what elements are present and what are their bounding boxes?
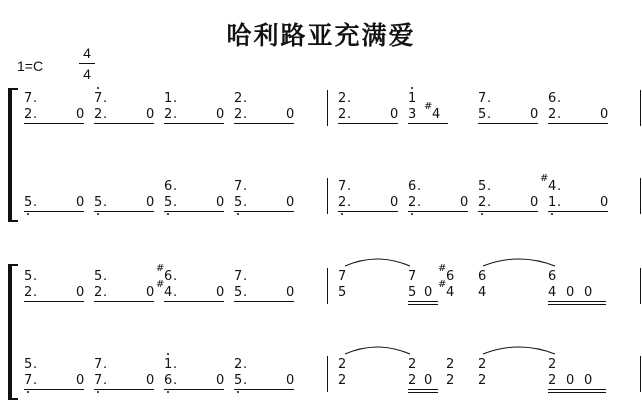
sharp-sign: #	[438, 263, 447, 274]
note: 0	[76, 195, 85, 210]
augmentation-dot: .	[33, 195, 38, 210]
note: 0	[460, 195, 469, 210]
note: 4	[548, 179, 557, 194]
tie-arc	[483, 259, 555, 266]
note: 0	[390, 107, 399, 122]
note: 1	[164, 91, 173, 106]
note: 7	[24, 91, 33, 106]
augmentation-dot: .	[487, 91, 492, 106]
augmentation-dot: .	[103, 107, 108, 122]
augmentation-dot: .	[103, 269, 108, 284]
note: 2	[24, 107, 33, 122]
note: 4	[478, 285, 487, 300]
note: 6	[446, 269, 455, 284]
note: 2	[408, 357, 417, 372]
note: 1	[408, 91, 417, 106]
augmentation-dot: .	[243, 357, 248, 372]
augmentation-dot: .	[33, 269, 38, 284]
note: 7	[408, 269, 417, 284]
note: 2	[478, 373, 487, 388]
time-signature-top: 4	[83, 45, 91, 61]
note: 0	[424, 373, 433, 388]
note: 5	[24, 195, 33, 210]
augmentation-dot: .	[557, 91, 562, 106]
augmentation-dot: .	[103, 91, 108, 106]
augmentation-dot: .	[33, 357, 38, 372]
note: 4	[446, 285, 455, 300]
note: 2	[548, 357, 557, 372]
note: 2	[446, 373, 455, 388]
note: 5	[24, 357, 33, 372]
sharp-sign: #	[424, 101, 433, 112]
note: 0	[286, 107, 295, 122]
note: 0	[566, 285, 575, 300]
augmentation-dot: .	[173, 195, 178, 210]
note: 2	[234, 91, 243, 106]
augmentation-dot: .	[173, 373, 178, 388]
note: 5	[234, 285, 243, 300]
augmentation-dot: .	[347, 107, 352, 122]
augmentation-dot: .	[243, 285, 248, 300]
augmentation-dot: .	[243, 195, 248, 210]
augmentation-dot: .	[557, 179, 562, 194]
note: 4	[432, 107, 441, 122]
sharp-sign: #	[156, 263, 165, 274]
note: 7	[94, 357, 103, 372]
note: 5	[234, 195, 243, 210]
augmentation-dot: .	[557, 195, 562, 210]
note: 0	[584, 373, 593, 388]
note: 7	[94, 91, 103, 106]
augmentation-dot: .	[173, 269, 178, 284]
augmentation-dot: .	[173, 357, 178, 372]
note: 2	[446, 357, 455, 372]
note: 3	[408, 107, 417, 122]
tie-arc	[345, 259, 410, 266]
note: 1	[164, 357, 173, 372]
system-brace	[8, 264, 12, 400]
note: 2	[408, 195, 417, 210]
note: 0	[530, 195, 539, 210]
augmentation-dot: .	[103, 195, 108, 210]
augmentation-dot: .	[243, 179, 248, 194]
augmentation-dot: .	[243, 373, 248, 388]
augmentation-dot: .	[243, 107, 248, 122]
note: 2	[338, 195, 347, 210]
note: 2	[478, 195, 487, 210]
note: 6	[408, 179, 417, 194]
augmentation-dot: .	[173, 91, 178, 106]
note: 0	[216, 107, 225, 122]
note: 0	[584, 285, 593, 300]
note: 5	[24, 269, 33, 284]
augmentation-dot: .	[103, 357, 108, 372]
note: 0	[146, 285, 155, 300]
augmentation-dot: .	[417, 179, 422, 194]
brace-cap	[8, 264, 18, 266]
note: 6	[478, 269, 487, 284]
augmentation-dot: .	[347, 91, 352, 106]
augmentation-dot: .	[103, 373, 108, 388]
note: 2	[548, 107, 557, 122]
note: 2	[338, 91, 347, 106]
note: 5	[478, 107, 487, 122]
note: 7	[234, 269, 243, 284]
note: 0	[216, 285, 225, 300]
note: 5	[94, 195, 103, 210]
augmentation-dot: .	[243, 91, 248, 106]
note: 6	[164, 179, 173, 194]
augmentation-dot: .	[173, 107, 178, 122]
note: 0	[286, 285, 295, 300]
augmentation-dot: .	[487, 195, 492, 210]
note: 2	[338, 357, 347, 372]
note: 0	[76, 285, 85, 300]
note: 2	[94, 285, 103, 300]
key-signature: 1=C	[17, 58, 44, 74]
augmentation-dot: .	[33, 91, 38, 106]
note: 0	[600, 195, 609, 210]
note: 2	[338, 373, 347, 388]
time-signature-bottom: 4	[83, 66, 91, 82]
note: 0	[566, 373, 575, 388]
augmentation-dot: .	[417, 195, 422, 210]
note: 7	[338, 179, 347, 194]
augmentation-dot: .	[347, 179, 352, 194]
augmentation-dot: .	[347, 195, 352, 210]
brace-cap	[8, 220, 18, 222]
note: 5	[338, 285, 347, 300]
note: 4	[548, 285, 557, 300]
tie-arc	[483, 347, 555, 354]
note: 6	[164, 269, 173, 284]
note: 5	[164, 195, 173, 210]
note: 6	[548, 269, 557, 284]
song-title: 哈利路亚充满爱	[226, 21, 416, 50]
augmentation-dot: .	[103, 285, 108, 300]
augmentation-dot: .	[487, 179, 492, 194]
note: 0	[146, 195, 155, 210]
note: 7	[234, 179, 243, 194]
note: 0	[424, 285, 433, 300]
note: 0	[600, 107, 609, 122]
note: 2	[408, 373, 417, 388]
note: 5	[94, 269, 103, 284]
augmentation-dot: .	[557, 107, 562, 122]
note: 7	[478, 91, 487, 106]
augmentation-dot: .	[487, 107, 492, 122]
note: 2	[234, 357, 243, 372]
note: 5	[478, 179, 487, 194]
augmentation-dot: .	[173, 179, 178, 194]
note: 0	[286, 373, 295, 388]
note: 0	[76, 373, 85, 388]
augmentation-dot: .	[173, 285, 178, 300]
note: 7	[338, 269, 347, 284]
note: 1	[548, 195, 557, 210]
note: 6	[164, 373, 173, 388]
note: 0	[146, 107, 155, 122]
augmentation-dot: .	[33, 107, 38, 122]
note: 0	[390, 195, 399, 210]
note: 4	[164, 285, 173, 300]
note: 5	[408, 285, 417, 300]
note: 2	[338, 107, 347, 122]
note: 6	[548, 91, 557, 106]
sharp-sign: #	[156, 279, 165, 290]
note: 2	[164, 107, 173, 122]
note: 0	[216, 373, 225, 388]
sharp-sign: #	[540, 173, 549, 184]
note: 0	[76, 107, 85, 122]
note: 0	[530, 107, 539, 122]
note: 5	[234, 373, 243, 388]
note: 2	[24, 285, 33, 300]
tie-arc	[345, 347, 410, 354]
note: 0	[146, 373, 155, 388]
augmentation-dot: .	[243, 269, 248, 284]
sharp-sign: #	[438, 279, 447, 290]
augmentation-dot: .	[33, 373, 38, 388]
note: 2	[234, 107, 243, 122]
augmentation-dot: .	[33, 285, 38, 300]
note: 0	[216, 195, 225, 210]
system-brace	[8, 88, 12, 222]
note: 2	[94, 107, 103, 122]
brace-cap	[8, 88, 18, 90]
note: 7	[94, 373, 103, 388]
brace-cap	[8, 398, 18, 400]
note: 2	[478, 357, 487, 372]
note: 2	[548, 373, 557, 388]
note: 0	[286, 195, 295, 210]
note: 7	[24, 373, 33, 388]
